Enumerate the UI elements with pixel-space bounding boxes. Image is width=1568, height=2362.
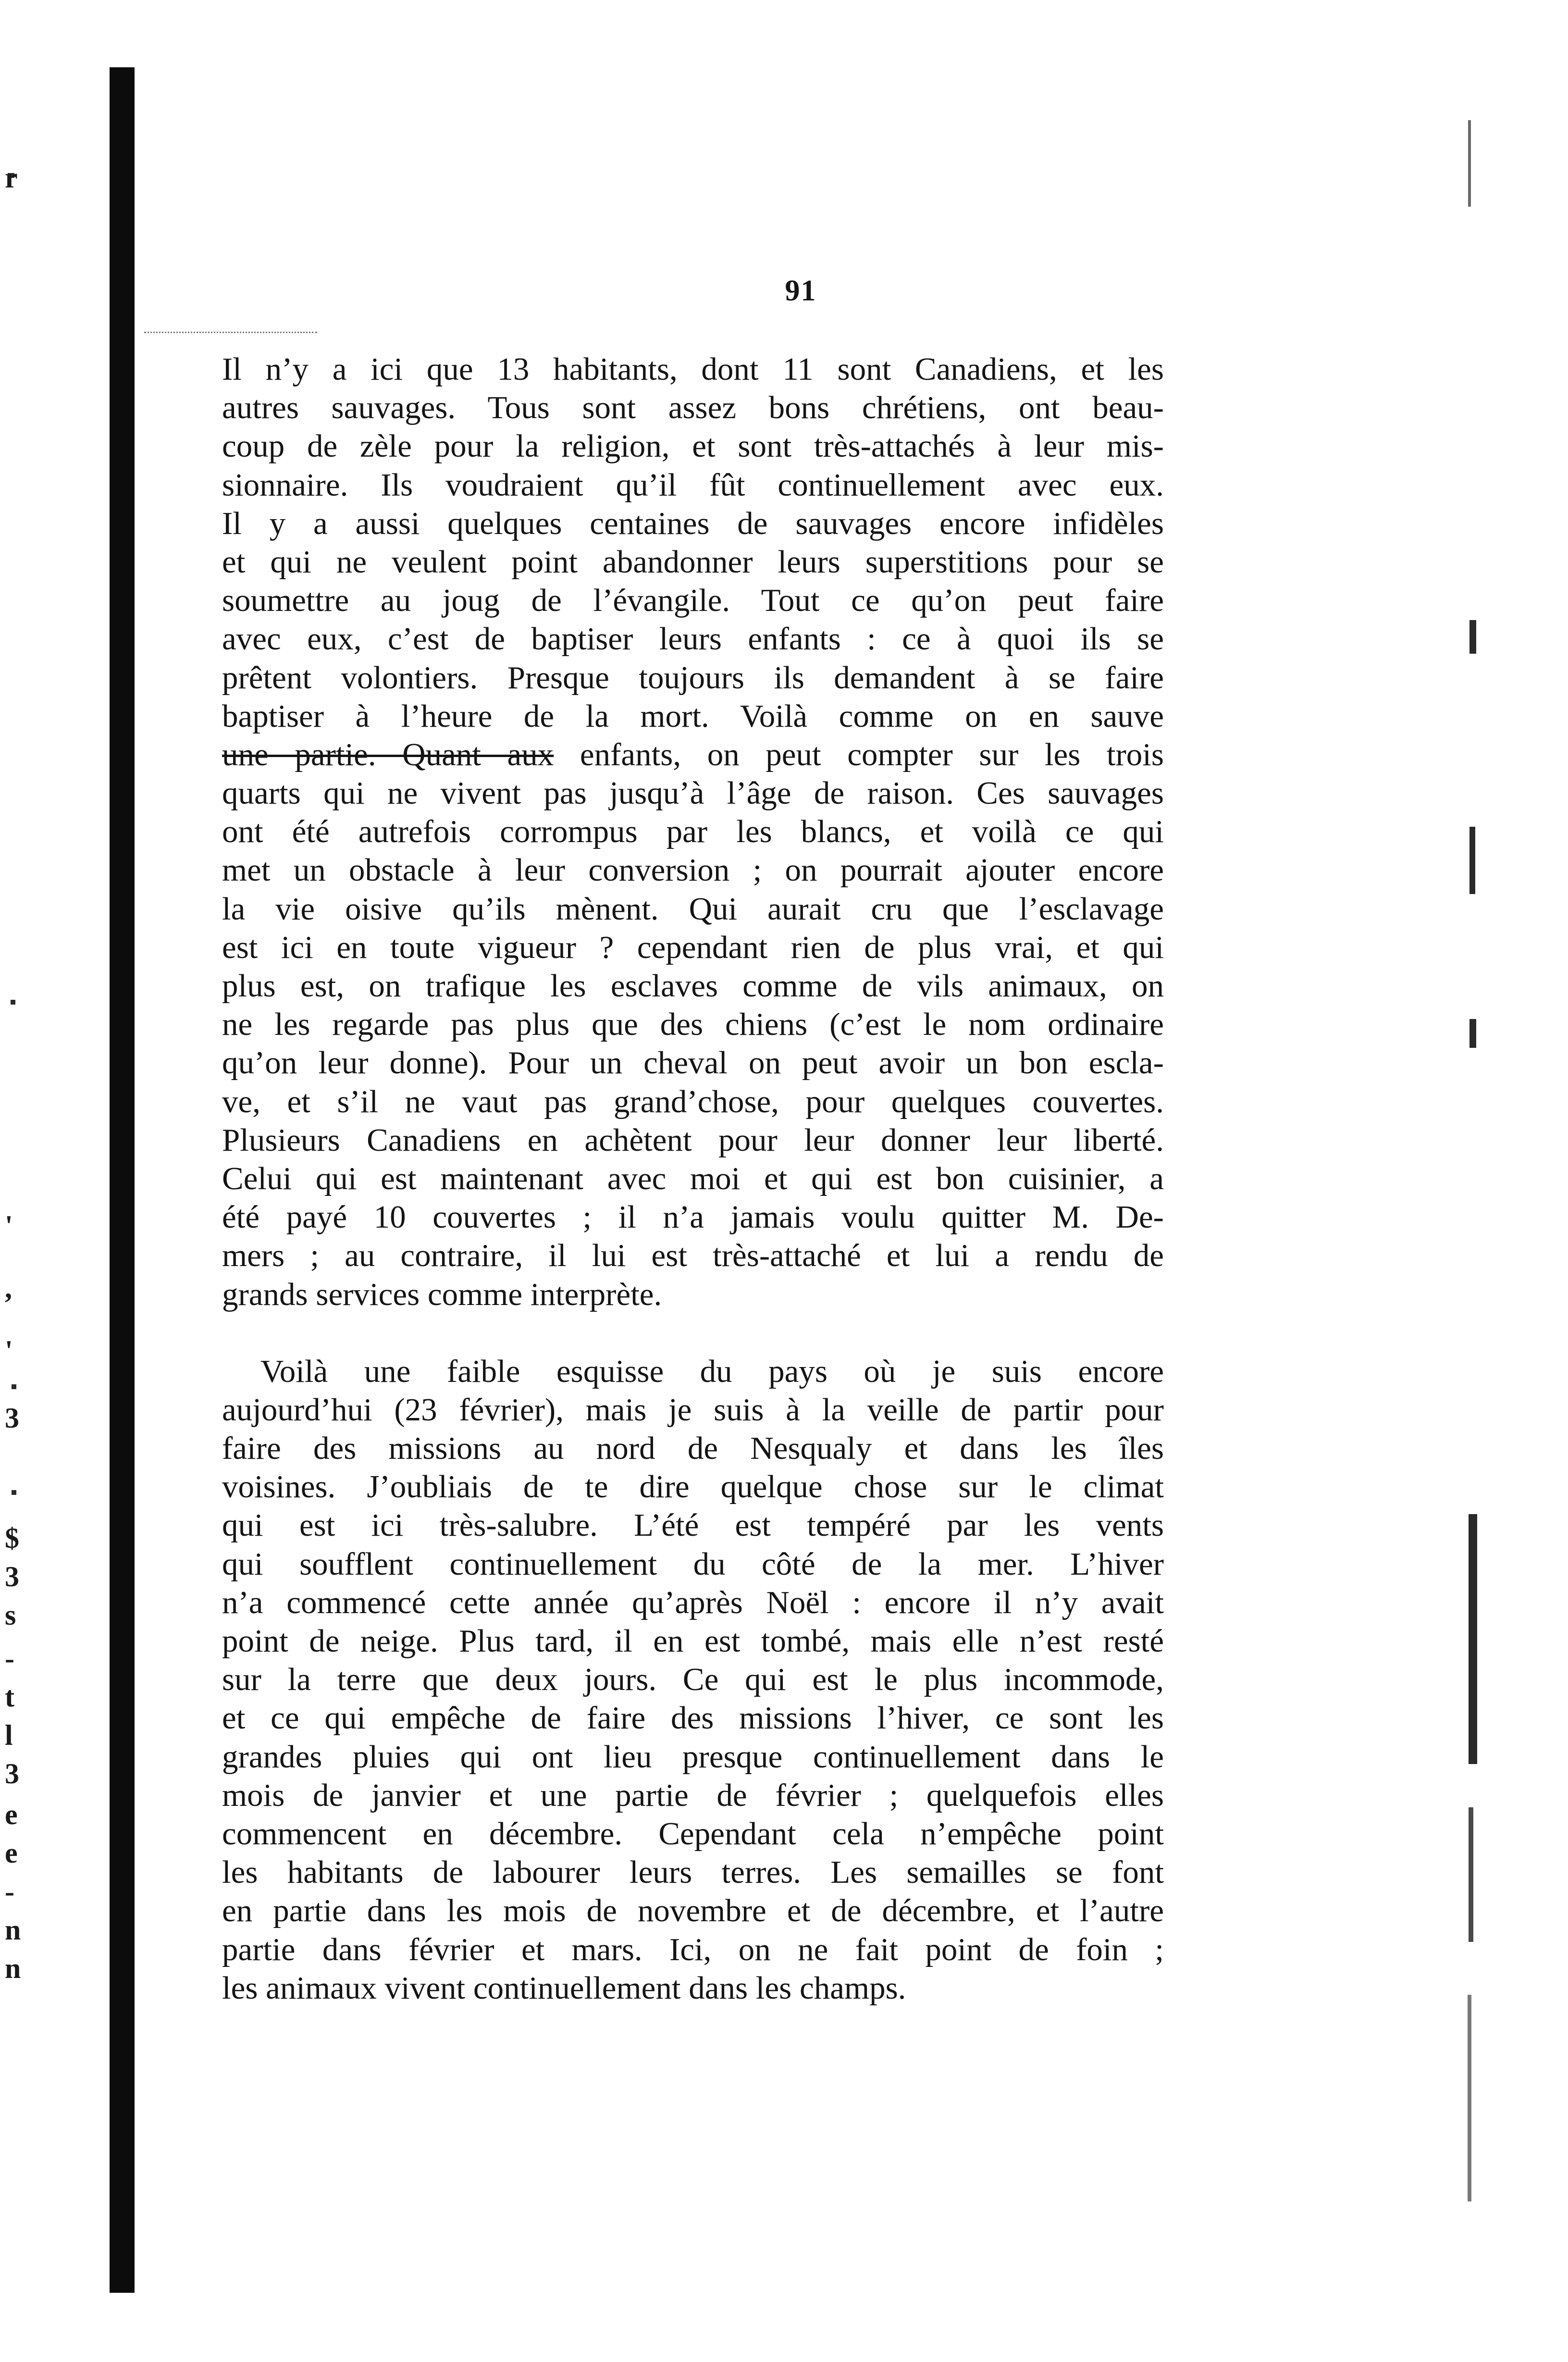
- text-line: ve, et s’il ne vaut pas grand’chose, pour quelques couvertes.: [222, 1083, 1164, 1119]
- bleed-letter: l: [5, 1719, 13, 1751]
- bleed-letter: t: [5, 1681, 14, 1713]
- bleed-letter: s: [5, 1599, 16, 1631]
- text-line: et ce qui empêche de faire des missions l’hiver, ce sont les: [222, 1700, 1164, 1736]
- text-line: met un obstacle à leur conversion ; on pourrait ajouter encore: [222, 852, 1164, 888]
- text-line: été payé 10 couvertes ; il n’a jamais voulu quitter M. De-: [222, 1199, 1164, 1235]
- text-line: avec eux, c’est de baptiser leurs enfants : ce à quoi ils se: [222, 621, 1164, 657]
- text-line: Plusieurs Canadiens en achètent pour leur donner leur liberté.: [222, 1122, 1164, 1158]
- struck-line-rest: enfants, on peut compter sur les trois: [554, 736, 1164, 772]
- paragraph-gap: [222, 1314, 1164, 1352]
- bleed-letter: r: [5, 162, 18, 194]
- struck-text: une partie. Quant aux: [222, 736, 554, 772]
- binding-edge: [110, 67, 135, 2293]
- text-line: les animaux vivent continuellement dans les champs.: [222, 1970, 906, 2006]
- text-line: autres sauvages. Tous sont assez bons chrétiens, ont beau-: [222, 390, 1164, 426]
- text-line: point de neige. Plus tard, il en est tombé, mais elle n’est resté: [222, 1623, 1164, 1659]
- text-line: et qui ne veulent point abandonner leurs superstitions pour se: [222, 544, 1164, 580]
- text-line: Celui qui est maintenant avec moi et qui est bon cuisinier, a: [222, 1160, 1164, 1196]
- text-line: ne les regarde pas plus que des chiens (c’est le nom ordinaire: [222, 1007, 1164, 1043]
- bleed-letter: -: [5, 1642, 14, 1674]
- bleed-letter: $: [5, 1522, 19, 1554]
- text-line: voisines. J’oubliais de te dire quelque chose sur le climat: [222, 1469, 1164, 1505]
- bleed-letter: -: [5, 1876, 14, 1907]
- scan-noise: [1469, 1514, 1477, 1764]
- header-rule: [144, 332, 317, 333]
- text-line-struck: [222, 735, 1164, 774]
- text-line: plus est, on trafique les esclaves comme de vils animaux, on: [222, 968, 1164, 1004]
- scan-noise: [11, 1000, 15, 1005]
- text-line: qui est ici très-salubre. L’été est tempéré par les vents: [222, 1507, 1164, 1543]
- scan-noise: [1468, 1995, 1471, 2201]
- text-line: coup de zèle pour la religion, et sont très-attachés à leur mis-: [222, 428, 1164, 464]
- text-line: sur la terre que deux jours. Ce qui est le plus incommode,: [222, 1662, 1164, 1698]
- text-line: Voilà une faible esquisse du pays où je suis encore: [260, 1353, 1164, 1389]
- paragraph-1: [222, 350, 1164, 1314]
- text-line: est ici en toute vigueur ? cependant rien de plus vrai, et qui: [222, 929, 1164, 965]
- text-line: les habitants de labourer leurs terres. Les semailles se font: [222, 1854, 1164, 1890]
- scan-noise: [1469, 1019, 1476, 1048]
- bleed-letter: 3: [5, 1402, 19, 1434]
- bleed-letter: e: [5, 1799, 18, 1830]
- text-line: Il y a aussi quelques centaines de sauvages encore infidèles: [222, 505, 1164, 541]
- text-line: grands services comme interprète.: [222, 1276, 662, 1312]
- bleed-letter: e: [5, 1837, 18, 1869]
- bleed-letter: ': [5, 1335, 13, 1367]
- text-line: partie dans février et mars. Ici, on ne fait point de foin ;: [222, 1931, 1164, 1967]
- paragraph-2: [222, 1352, 1164, 2007]
- bleed-letter: n: [5, 1914, 21, 1946]
- text-line: quarts qui ne vivent pas jusqu’à l’âge de raison. Ces sauvages: [222, 775, 1164, 811]
- scan-noise: [12, 1384, 16, 1389]
- bleed-letter: 3: [5, 1758, 19, 1790]
- text-line: baptiser à l’heure de la mort. Voilà comme on en sauve: [222, 698, 1164, 734]
- scan-noise: [1469, 1807, 1473, 1942]
- text-line: mers ; au contraire, il lui est très-attaché et lui a rendu de: [222, 1238, 1164, 1274]
- text-line: aujourd’hui (23 février), mais je suis à la veille de partir pour: [222, 1392, 1164, 1428]
- scan-noise: [12, 1490, 16, 1495]
- text-line: qu’on leur donne). Pour un cheval on peut avoir un bon escla-: [222, 1045, 1164, 1081]
- page-number: [0, 274, 1568, 308]
- text-line: qui soufflent continuellement du côté de la mer. L’hiver: [222, 1546, 1164, 1582]
- scan-noise: [1469, 620, 1476, 654]
- page-number-text: 91: [785, 274, 817, 307]
- scan-noise: [1468, 120, 1471, 207]
- bleed-letter: ': [5, 1210, 13, 1242]
- text-line: sionnaire. Ils voudraient qu’il fût continuellement avec eux.: [222, 467, 1164, 503]
- text-line: prêtent volontiers. Presque toujours ils demandent à se faire: [222, 659, 1164, 696]
- text-line: commencent en décembre. Cependant cela n’empêche point: [222, 1815, 1164, 1852]
- text-line: la vie oisive qu’ils mènent. Qui aurait cru que l’esclavage: [222, 891, 1164, 927]
- text-line: grandes pluies qui ont lieu presque continuellement dans le: [222, 1739, 1164, 1775]
- text-line: soumettre au joug de l’évangile. Tout ce qu’on peut faire: [222, 583, 1164, 619]
- bleed-letter: 3: [5, 1561, 19, 1592]
- bleed-letter: ,: [5, 1272, 12, 1304]
- text-line: faire des missions au nord de Nesqualy et dans les îles: [222, 1430, 1164, 1467]
- body-text: [222, 350, 1164, 2007]
- text-line: mois de janvier et une partie de février ; quelquefois elles: [222, 1777, 1164, 1813]
- text-line: en partie dans les mois de novembre et de décembre, et l’autre: [222, 1893, 1164, 1929]
- text-line: n’a commencé cette année qu’après Noël : encore il n’y avait: [222, 1584, 1164, 1620]
- scan-noise: [1469, 827, 1475, 894]
- text-line: ont été autrefois corrompus par les blancs, et voilà ce qui: [222, 814, 1164, 850]
- bleed-letter: n: [5, 1952, 21, 1984]
- text-line: Il n’y a ici que 13 habitants, dont 11 sont Canadiens, et les: [222, 351, 1164, 387]
